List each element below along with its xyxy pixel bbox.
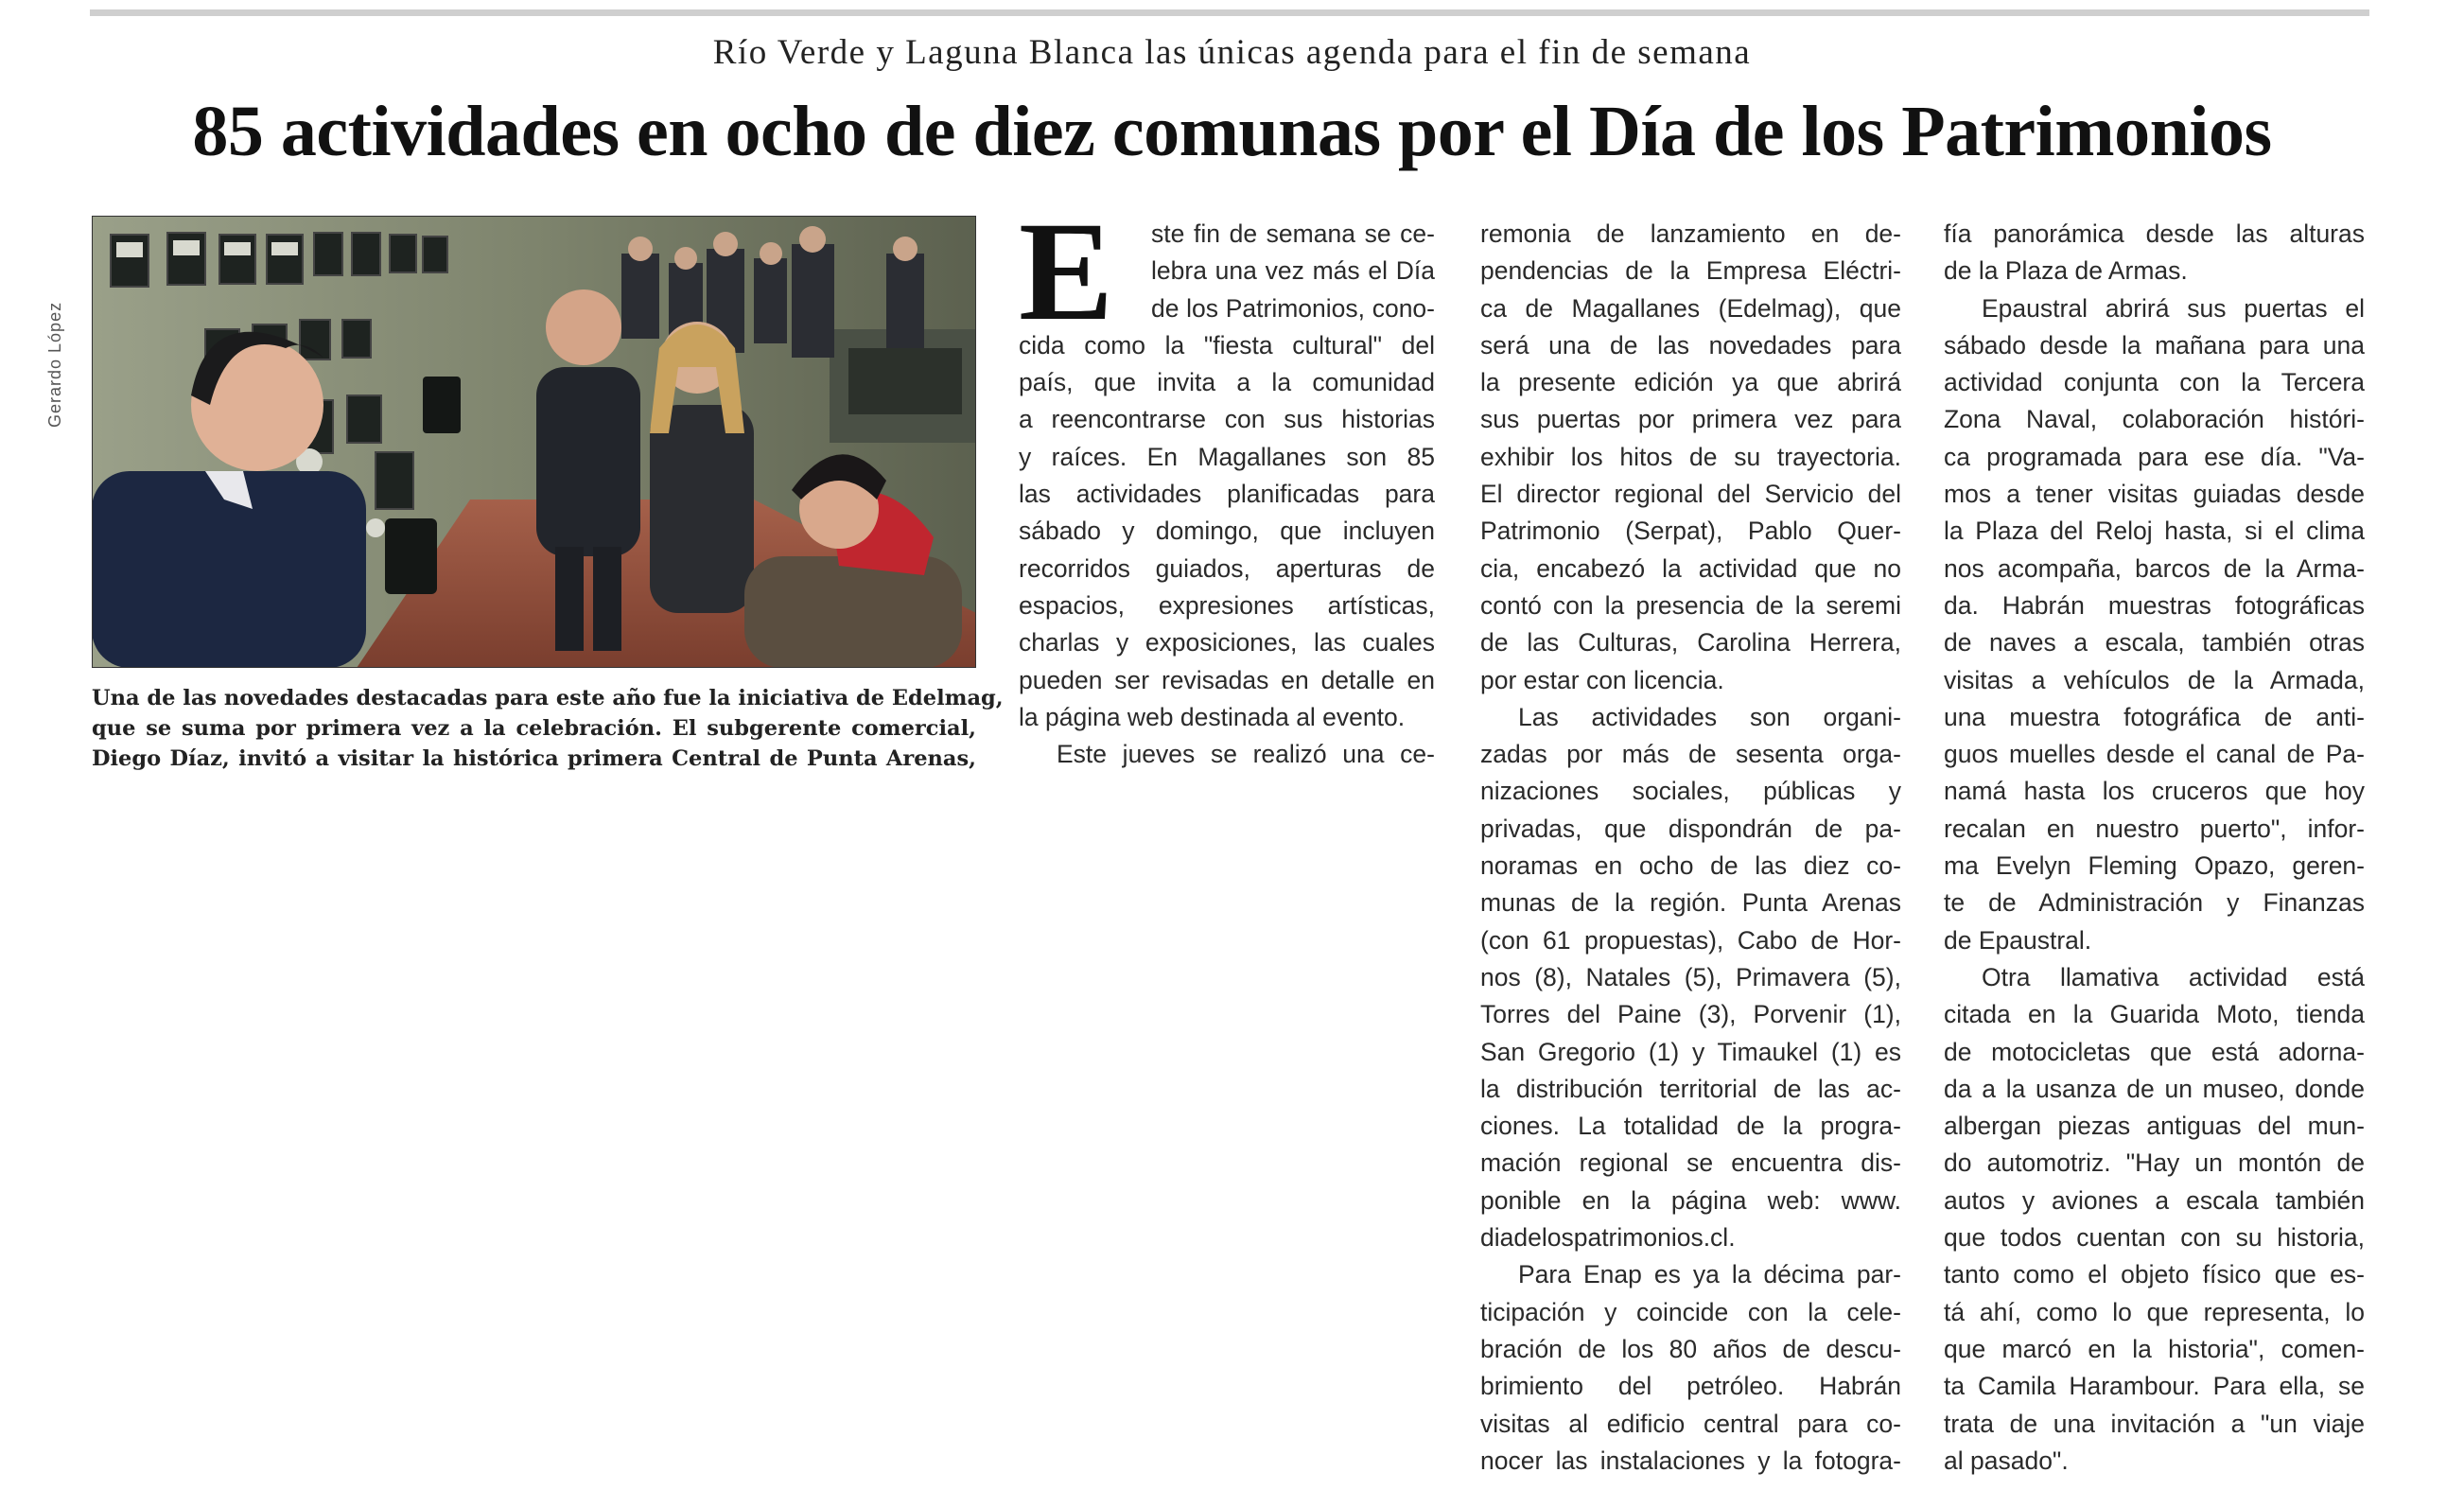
body-line: y raíces. En Magallanes son 85 (1019, 442, 1435, 471)
body-line: (con 61 propuestas), Cabo de Hor- (1480, 925, 1901, 955)
body-line: pueden ser revisadas en detalle en (1019, 665, 1435, 694)
body-line: diadelospatrimonios.cl. (1480, 1223, 1736, 1253)
body-line: las actividades planificadas para (1019, 480, 1435, 509)
body-line: la distribución territorial de las ac- (1480, 1074, 1901, 1103)
body-line: Para Enap es ya la décima par- (1518, 1260, 1901, 1289)
photo-caption (92, 683, 1004, 774)
kicker: Río Verde y Laguna Blanca las únicas agenda para el fin de semana (712, 33, 1752, 72)
caption-line: que se suma por primera vez a la celebración. El subgerente comercial, (92, 716, 976, 741)
body-line: nocer las instalaciones y la fotogra- (1480, 1446, 1901, 1475)
body-line: ca de Magallanes (Edelmag), que (1480, 293, 1901, 323)
body-line: brimiento del petróleo. Habrán (1480, 1372, 1901, 1401)
body-line: San Gregorio (1) y Timaukel (1) es (1480, 1037, 1901, 1066)
body-line: autos y aviones a escala también (1944, 1185, 2365, 1215)
body-line: El director regional del Servicio del (1480, 480, 1901, 509)
article-column-2 (1480, 216, 1901, 1480)
body-line: que todos cuentan con su historia, (1944, 1223, 2365, 1253)
body-line: de las Culturas, Carolina Herrera, (1480, 628, 1901, 657)
body-line: fía panorámica desde las alturas (1944, 219, 2365, 248)
body-line: de los Patrimonios, cono- (1151, 293, 1435, 323)
body-line: mos a tener visitas guiadas desde (1944, 480, 2365, 509)
body-line: Epaustral abrirá sus puertas el (1982, 293, 2365, 323)
news-photo (92, 216, 976, 668)
body-line: la Plaza del Reloj hasta, si el clima (1944, 517, 2365, 546)
body-line: una muestra fotográfica de anti- (1944, 702, 2365, 731)
body-line: nos acompaña, barcos de la Arma- (1944, 553, 2365, 583)
body-line: citada en la Guarida Moto, tienda (1944, 1000, 2365, 1029)
body-line: da a la usanza de un museo, donde (1944, 1074, 2365, 1103)
body-line: al pasado". (1944, 1446, 2069, 1475)
article-column-3 (1944, 216, 2365, 1480)
body-line: espacios, expresiones artísticas, (1019, 590, 1435, 620)
body-line: tá ahí, como lo que representa, lo (1944, 1297, 2365, 1326)
body-line: albergan piezas antiguas del mun- (1944, 1112, 2365, 1141)
body-line: guos muelles desde el canal de Pa- (1944, 740, 2365, 769)
body-line: visitas al edificio central para co- (1480, 1409, 1901, 1438)
body-line: do automotriz. "Hay un montón de (1944, 1148, 2365, 1178)
body-line: contó con la presencia de la seremi (1480, 590, 1901, 620)
body-line: por estar con licencia. (1480, 665, 1724, 694)
body-line: noramas en ocho de las diez co- (1480, 851, 1901, 881)
drop-cap: E (1019, 193, 1114, 350)
body-line: mación regional se encuentra dis- (1480, 1148, 1901, 1178)
body-line: de naves a escala, también otras (1944, 628, 2365, 657)
body-line: la presente edición ya que abrirá (1480, 368, 1901, 397)
caption-line: Una de las novedades destacadas para este año fue la iniciativa de Edelmag, (92, 686, 1004, 710)
body-line: de motocicletas que está adorna- (1944, 1037, 2365, 1066)
body-line: nos (8), Natales (5), Primavera (5), (1480, 962, 1901, 991)
body-line: bración de los 80 años de descu- (1480, 1334, 1901, 1363)
body-line: lebra una vez más el Día (1151, 256, 1435, 286)
body-line: charlas y exposiciones, las cuales (1019, 628, 1435, 657)
body-line: la página web destinada al evento. (1019, 702, 1406, 731)
body-line: pendencias de la Empresa Eléctri- (1480, 256, 1901, 286)
body-line: exhibir los hitos de su trayectoria. (1480, 442, 1901, 471)
body-line: ticipación y coincide con la cele- (1480, 1297, 1901, 1326)
article-column-1 (1019, 193, 1435, 773)
body-line: tanto como el objeto físico que es- (1944, 1260, 2365, 1289)
body-line: recorridos guiados, aperturas de (1019, 553, 1435, 583)
body-line: sus puertas por primera vez para (1480, 405, 1901, 434)
body-line: sábado y domingo, que incluyen (1019, 517, 1435, 546)
body-line: ma Evelyn Fleming Opazo, geren- (1944, 851, 2365, 881)
body-line: munas de la región. Punta Arenas (1480, 888, 1901, 918)
body-line: te de Administración y Finanzas (1944, 888, 2365, 918)
body-line: cida como la "fiesta cultural" del (1019, 330, 1435, 359)
control-room-photo (92, 216, 976, 668)
body-line: Este jueves se realizó una ce- (1057, 740, 1435, 769)
body-line: que marcó en la historia", comen- (1944, 1334, 2365, 1363)
body-line: de Epaustral. (1944, 925, 2092, 955)
caption-line: Diego Díaz, invitó a visitar la histórica primera Central de Punta Arenas, (92, 746, 976, 771)
body-line: nizaciones sociales, públicas y (1480, 777, 1901, 806)
body-line: Otra llamativa actividad está (1982, 962, 2365, 991)
body-line: de la Plaza de Armas. (1944, 256, 2188, 286)
body-line: será una de las novedades para (1480, 330, 1901, 359)
body-line: ponible en la página web: www. (1480, 1185, 1901, 1215)
body-line: a reencontrarse con sus historias (1019, 405, 1435, 434)
body-line: visitas a vehículos de la Armada, (1944, 665, 2365, 694)
body-line: namá hasta los cruceros que hoy (1944, 777, 2365, 806)
top-rule (90, 9, 2369, 16)
body-line: ciones. La totalidad de la progra- (1480, 1112, 1901, 1141)
photo-credit: Gerardo López (45, 301, 64, 428)
body-line: Las actividades son organi- (1518, 702, 1901, 731)
body-line: recalan en nuestro puerto", infor- (1944, 814, 2365, 843)
body-line: actividad conjunta con la Tercera (1944, 368, 2365, 397)
body-line: Torres del Paine (3), Porvenir (1), (1480, 1000, 1901, 1029)
body-line: país, que invita a la comunidad (1019, 368, 1435, 397)
body-line: remonia de lanzamiento en de- (1480, 219, 1901, 248)
headline: 85 actividades en ocho de diez comunas por el Día de los Patrimonios (192, 92, 2272, 171)
body-line: zadas por más de sesenta orga- (1480, 740, 1901, 769)
body-line: ste fin de semana se ce- (1151, 219, 1435, 248)
body-line: privadas, que dispondrán de pa- (1480, 814, 1901, 843)
body-line: cia, encabezó la actividad que no (1480, 553, 1901, 583)
body-line: ta Camila Harambour. Para ella, se (1944, 1372, 2365, 1401)
body-line: trata de una invitación a "un viaje (1944, 1409, 2365, 1438)
body-line: da. Habrán muestras fotográficas (1944, 590, 2365, 620)
body-line: Zona Naval, colaboración históri- (1944, 405, 2365, 434)
body-line: Patrimonio (Serpat), Pablo Quer- (1480, 517, 1901, 546)
body-line: sábado desde la mañana para una (1944, 330, 2365, 359)
body-line: ca programada para ese día. "Va- (1944, 442, 2365, 471)
